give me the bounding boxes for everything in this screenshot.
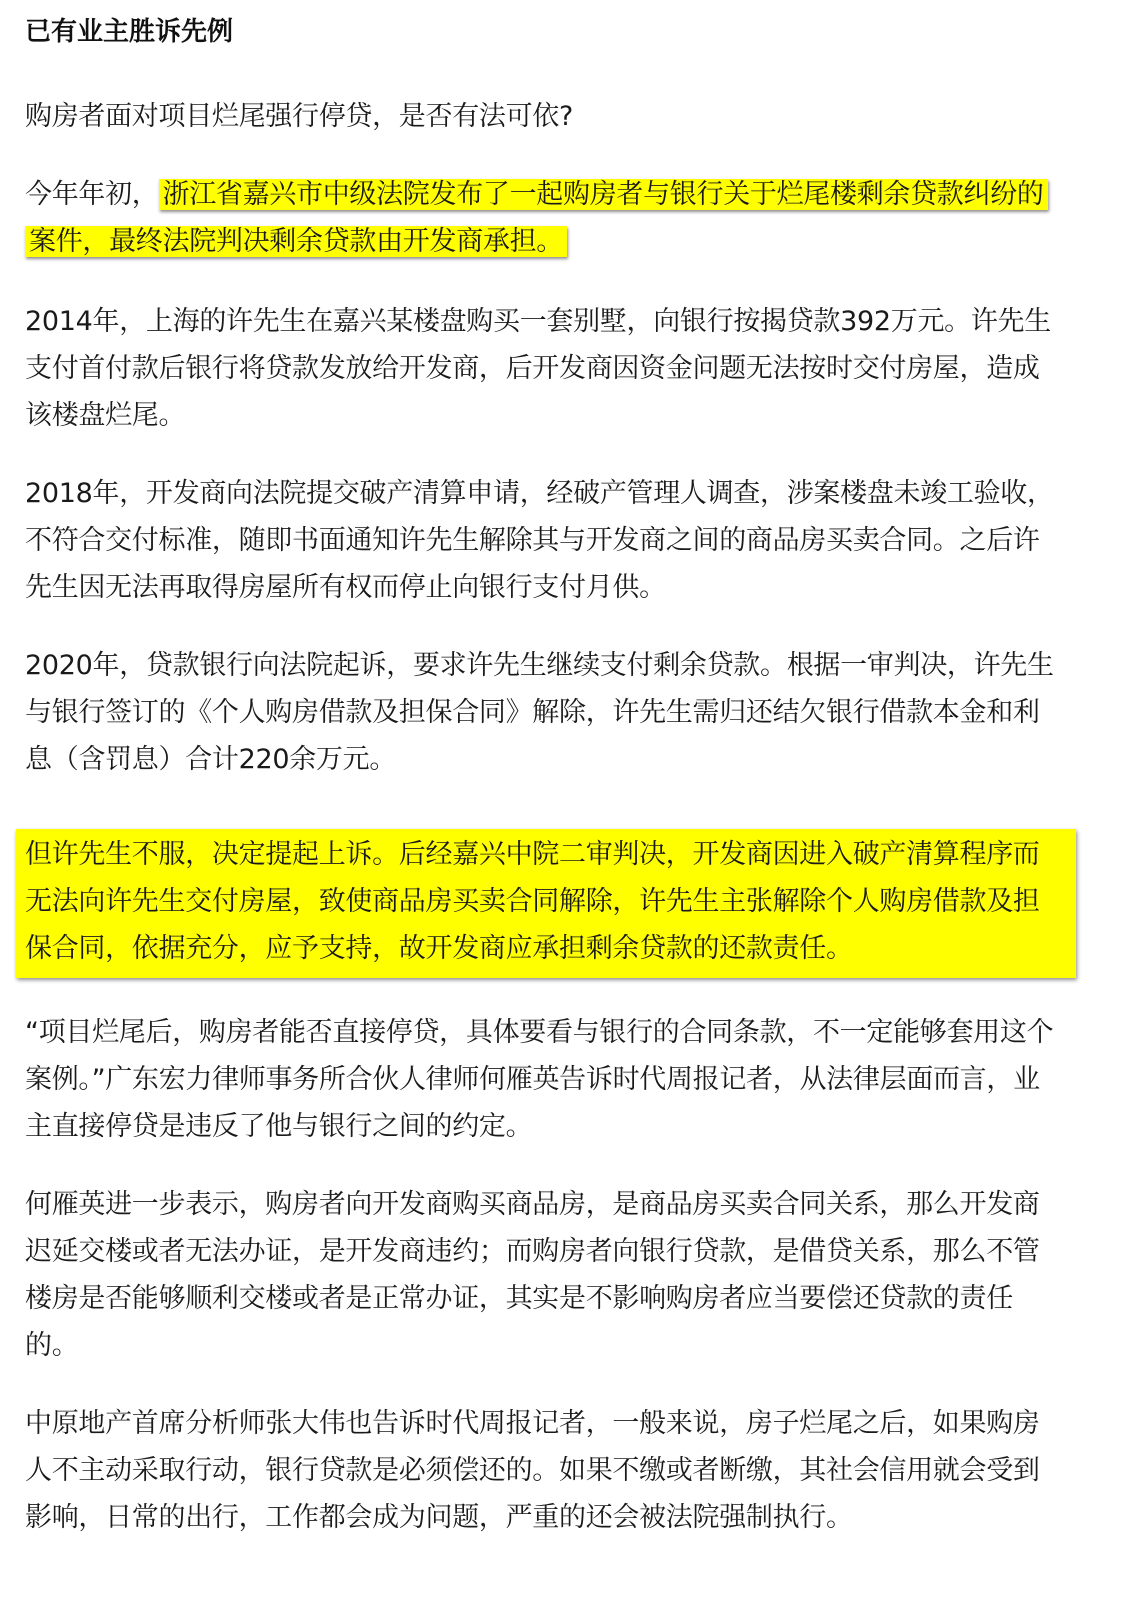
paragraph-question: 购房者面对项目烂尾强行停贷，是否有法可依? bbox=[25, 101, 574, 132]
paragraph-2018: 2018年，开发商向法院提交破产清算申请，经破产管理人调查，涉案楼盘未竣工验收，不符合交付标准，随即书面通知许先生解除其与开发商之间的商品房买卖合同。之后许先生因无法再取得房屋所有权而停止向银行支付月供。 bbox=[25, 478, 1054, 603]
article bbox=[25, 0, 1065, 1541]
paragraph-analyst: 中原地产首席分析师张大伟也告诉时代周报记者，一般来说，房子烂尾之后，如果购房人不主动采取行动，银行贷款是必须偿还的。如果不缴或者断缴，其社会信用就会受到影响，日常的出行，工作都会成为问题，严重的还会被法院强制执行。 bbox=[25, 1408, 1040, 1533]
highlighted-block-appeal bbox=[16, 829, 1076, 978]
paragraph-lawyer-quote: “项目烂尾后，购房者能否直接停贷，具体要看与银行的合同条款，不一定能够套用这个案例。”广东宏力律师事务所合伙人律师何雁英告诉时代周报记者，从法律层面而言，业主直接停贷是违反了他与银行之间的约定。 bbox=[25, 1017, 1054, 1142]
section-heading: 已有业主胜诉先例 bbox=[25, 17, 234, 47]
paragraph-case-intro bbox=[25, 171, 1065, 265]
paragraph-case-intro-prefix: 今年年初， bbox=[25, 179, 159, 210]
paragraph-2014: 2014年，上海的许先生在嘉兴某楼盘购买一套别墅，向银行按揭贷款392万元。许先生支付首付款后银行将贷款发放给开发商，后开发商因资金问题无法按时交付房屋，造成该楼盘烂尾。 bbox=[25, 306, 1051, 431]
paragraph-2020: 2020年，贷款银行向法院起诉，要求许先生继续支付剩余贷款。根据一审判决，许先生与银行签订的《个人购房借款及担保合同》解除，许先生需归还结欠银行借款本金和利息（含罚息）合计220余万元。 bbox=[25, 650, 1054, 775]
paragraph-appeal: 但许先生不服，决定提起上诉。后经嘉兴中院二审判决，开发商因进入破产清算程序而无法向许先生交付房屋，致使商品房买卖合同解除，许先生主张解除个人购房借款及担保合同，依据充分，应予支持，故开发商应承担剩余贷款的还款责任。 bbox=[25, 839, 1040, 964]
paragraph-lawyer-explanation: 何雁英进一步表示，购房者向开发商购买商品房，是商品房买卖合同关系，那么开发商迟延交楼或者无法办证，是开发商违约；而购房者向银行贷款，是借贷关系，那么不管楼房是否能够顺利交楼或者是正常办证，其实是不影响购房者应当要偿还贷款的责任的。 bbox=[25, 1189, 1040, 1361]
highlighted-text-case-summary: 浙江省嘉兴市中级法院发布了一起购房者与银行关于烂尾楼剩余贷款纠纷的案件，最终法院判决剩余贷款由开发商承担。 bbox=[25, 179, 1048, 257]
